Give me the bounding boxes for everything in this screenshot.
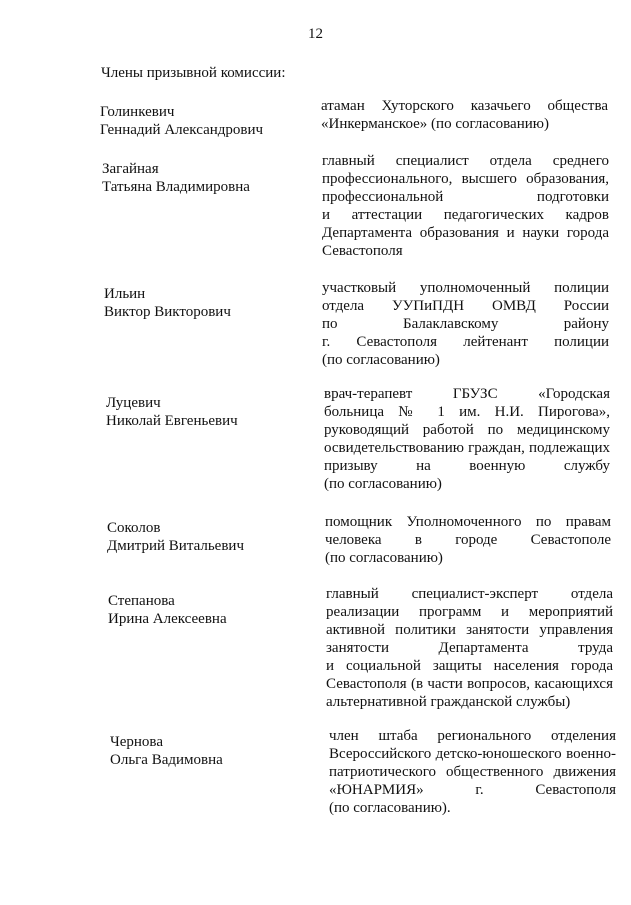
member-name — [108, 592, 227, 628]
position-line: отдела УУПиПДН ОМВД России — [322, 298, 609, 314]
position-line: Всероссийского детско-юношеского военно- — [329, 746, 616, 762]
member-given-names: Геннадий Александрович — [100, 122, 264, 138]
member-given-names: Ирина Алексеевна — [108, 611, 227, 627]
member-given-names: Дмитрий Витальевич — [107, 538, 244, 554]
position-line: «Инкерманское» (по согласованию) — [321, 116, 549, 132]
position-line: освидетельствованию граждан, подлежащих — [324, 440, 610, 456]
position-line: «ЮНАРМИЯ» г. Севастополя — [329, 782, 616, 798]
position-line: руководящий работой по медицинскому — [324, 422, 610, 438]
member-name — [104, 285, 231, 321]
member-surname: Ильин — [104, 286, 146, 302]
position-line: профессионального, высшего образования, — [322, 171, 609, 187]
position-line: реализации программ и мероприятий — [326, 604, 613, 620]
position-line: (по согласованию) — [322, 352, 440, 368]
position-line: по Балаклавскому району — [322, 316, 609, 332]
position-line: активной политики занятости управления — [326, 622, 613, 638]
member-position — [322, 279, 609, 369]
position-line: главный специалист отдела среднего — [322, 153, 609, 169]
position-line: (по согласованию). — [329, 800, 451, 816]
position-line: альтернативной гражданской службы) — [326, 694, 571, 710]
position-line: патриотического общественного движения — [329, 764, 616, 780]
position-line: участковый уполномоченный полиции — [322, 280, 609, 296]
position-line: занятости Департамента труда — [326, 640, 613, 656]
member-surname: Луцевич — [106, 395, 161, 411]
position-line: Севастополя — [322, 243, 403, 259]
member-position — [324, 385, 610, 493]
member-surname: Соколов — [107, 520, 161, 536]
position-line: (по согласованию) — [324, 476, 442, 492]
member-position — [322, 152, 609, 260]
member-position — [326, 585, 613, 711]
position-line: врач-терапевт ГБУЗС «Городская — [324, 386, 610, 402]
member-surname: Загайная — [102, 161, 159, 177]
member-position — [329, 727, 616, 817]
member-name — [102, 160, 250, 196]
member-given-names: Николай Евгеньевич — [106, 413, 238, 429]
position-line: член штаба регионального отделения — [329, 728, 616, 744]
position-line: призыву на военную службу — [324, 458, 610, 474]
member-name — [106, 394, 238, 430]
position-line: г. Севастополя лейтенант полиции — [322, 334, 609, 350]
page-number: 12 — [308, 26, 323, 42]
position-line: и аттестации педагогических кадров — [322, 207, 609, 223]
member-surname: Степанова — [108, 593, 175, 609]
position-line: и социальной защиты населения города — [326, 658, 613, 674]
member-surname: Чернова — [110, 734, 163, 750]
commission-members-heading: Члены призывной комиссии: — [101, 65, 286, 81]
position-line: больница № 1 им. Н.И. Пирогова», — [324, 404, 610, 420]
member-name — [100, 103, 263, 139]
member-surname: Голинкевич — [100, 104, 175, 120]
position-line: атаман Хуторского казачьего общества — [321, 98, 608, 114]
member-given-names: Ольга Вадимовна — [110, 752, 223, 768]
member-given-names: Татьяна Владимировна — [102, 179, 250, 195]
position-line: профессиональной подготовки — [322, 189, 609, 205]
member-position — [321, 97, 608, 133]
position-line: помощник Уполномоченного по правам — [325, 514, 611, 530]
position-line: главный специалист-эксперт отдела — [326, 586, 613, 602]
member-position — [325, 513, 611, 567]
position-line: человека в городе Севастополе — [325, 532, 611, 548]
member-name — [107, 519, 244, 555]
member-name — [110, 733, 223, 769]
position-line: Севастополя (в части вопросов, касающихся — [326, 676, 613, 692]
position-line: (по согласованию) — [325, 550, 443, 566]
position-line: Департамента образования и науки города — [322, 225, 609, 241]
member-given-names: Виктор Викторович — [104, 304, 231, 320]
